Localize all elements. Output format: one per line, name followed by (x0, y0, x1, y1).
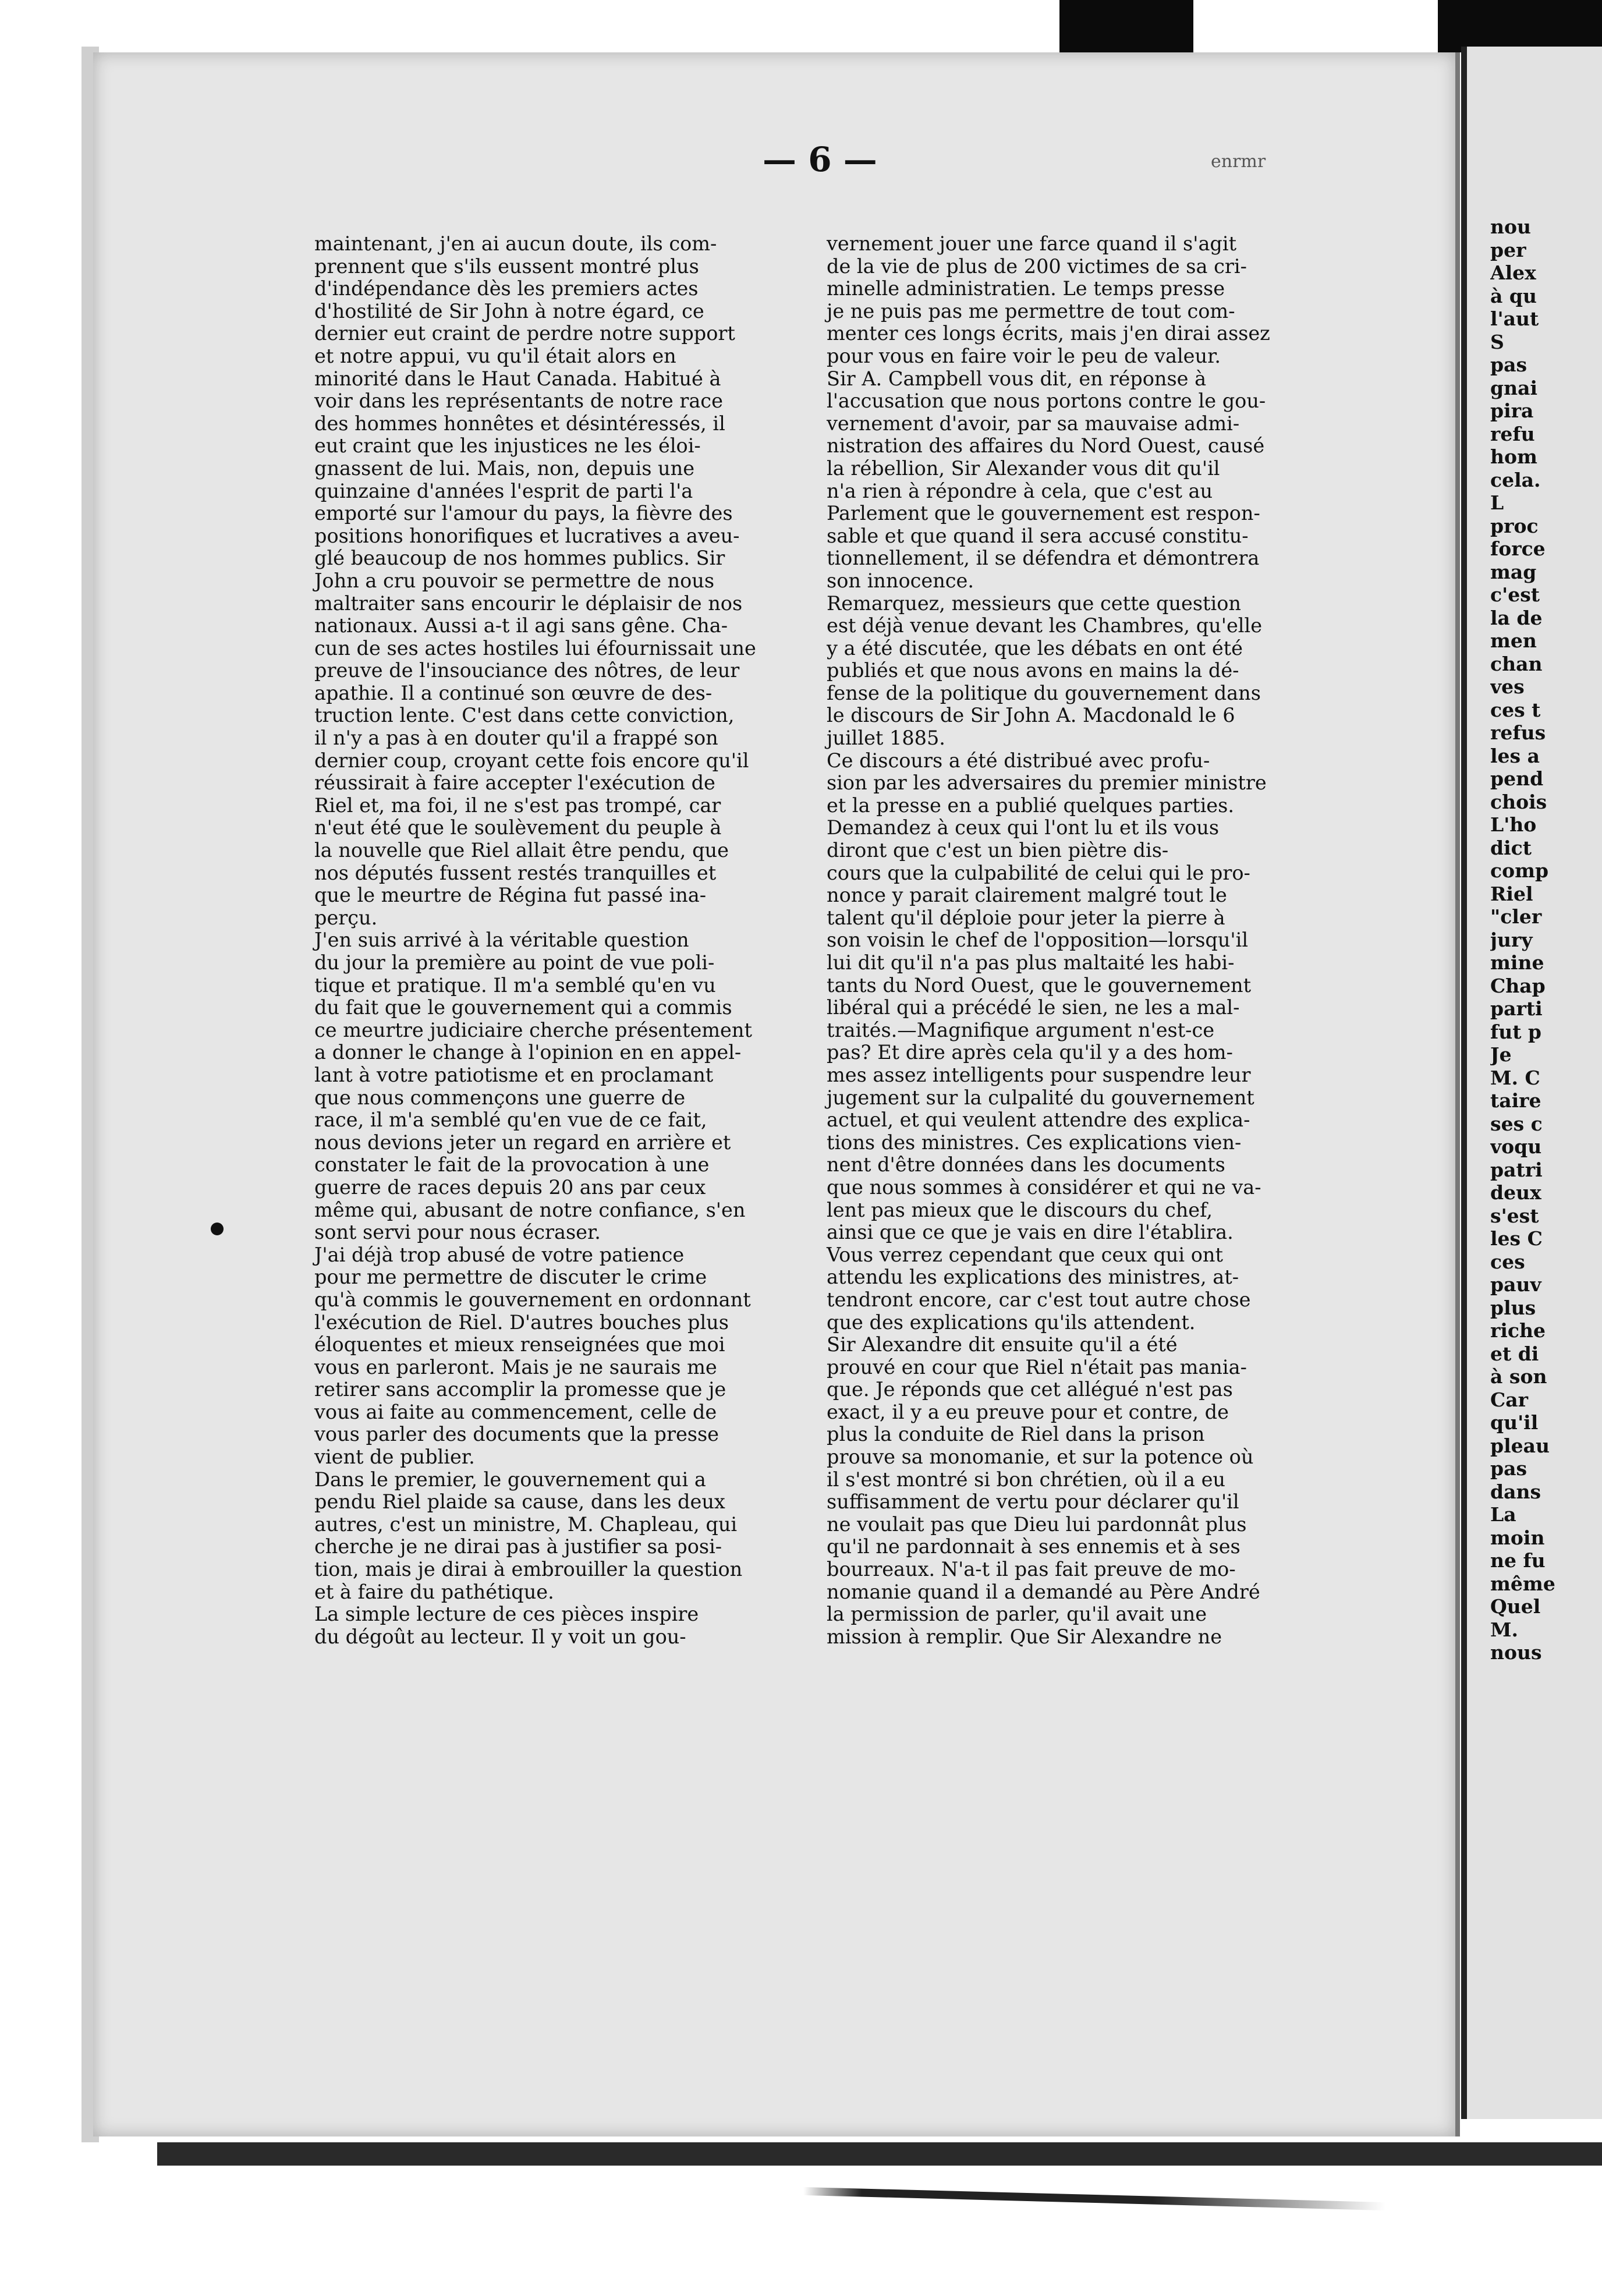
text-line: suffisamment de vertu pour déclarer qu'il (827, 1490, 1239, 1514)
text-line: guerre de races depuis 20 ans par ceux (314, 1175, 706, 1199)
adjacent-fragment: mag (1490, 560, 1537, 583)
header-mark: enrmr (1211, 151, 1266, 172)
text-line: pas? Et dire après cela qu'il y a des hom- (827, 1041, 1233, 1064)
adjacent-fragment: hom (1490, 445, 1537, 468)
text-line: diront que c'est un bien piètre dis- (827, 839, 1169, 862)
text-line: la nouvelle que Riel allait être pendu, que (314, 839, 729, 862)
text-line: minorité dans le Haut Canada. Habitué à (314, 367, 721, 390)
adjacent-fragment: voqu (1490, 1135, 1542, 1158)
text-line: apathie. Il a continué son œuvre de des- (314, 681, 713, 704)
adjacent-fragment: Riel (1490, 882, 1533, 905)
adjacent-fragment: L (1490, 491, 1504, 514)
adjacent-fragment: gnai (1490, 376, 1537, 399)
text-line: Ce discours a été distribué avec profu- (827, 749, 1210, 772)
text-line: talent qu'il déploie pour jeter la pierre à (827, 906, 1225, 929)
adjacent-fragment: nous (1490, 1641, 1542, 1664)
adjacent-fragment: nou (1490, 215, 1531, 238)
adjacent-fragment: moin (1490, 1526, 1545, 1549)
adjacent-fragment: men (1490, 629, 1537, 652)
text-line: que nous commençons une guerre de (314, 1086, 686, 1109)
text-line: sont servi pour nous écraser. (314, 1221, 601, 1244)
text-line: cours que la culpabilité de celui qui le pro- (827, 861, 1250, 884)
adjacent-fragment: taire (1490, 1089, 1541, 1112)
text-line: cun de ses actes hostiles lui éfournissait une (314, 636, 756, 660)
text-line: tendront encore, car c'est tout autre chose (827, 1288, 1251, 1311)
text-line: que des explications qu'ils attendent. (827, 1310, 1196, 1334)
text-line: tions des ministres. Ces explications vien- (827, 1131, 1242, 1154)
adjacent-fragment: Chap (1490, 974, 1546, 997)
text-line: preuve de l'insouciance des nôtres, de leur (314, 659, 740, 682)
text-line: dernier eut craint de perdre notre support (314, 322, 735, 345)
text-line: gnassent de lui. Mais, non, depuis une (314, 456, 695, 480)
text-line: lant à votre patiotisme et en proclamant (314, 1063, 714, 1086)
text-line: tionnellement, il se défendra et démontrera (827, 547, 1260, 570)
left-text-column (314, 233, 838, 1648)
adjacent-fragment: pas (1490, 1457, 1527, 1480)
adjacent-fragment: ces (1490, 1250, 1525, 1273)
text-line: autres, c'est un ministre, M. Chapleau, qui (314, 1512, 738, 1536)
text-line: ne voulait pas que Dieu lui pardonnât plus (827, 1512, 1247, 1536)
page-number: — 6 — (763, 140, 877, 179)
scan-artifact-bottom (157, 2142, 1602, 2166)
text-line: eut craint que les injustices ne les éloi- (314, 434, 701, 458)
adjacent-fragment: Alex (1490, 261, 1536, 284)
adjacent-fragment: à qu (1490, 284, 1537, 307)
text-line: mission à remplir. Que Sir Alexandre ne (827, 1625, 1222, 1648)
adjacent-fragment: Quel (1490, 1595, 1541, 1618)
text-line: qu'il ne pardonnait à ses ennemis et à ses (827, 1535, 1241, 1558)
text-line: constater le fait de la provocation à une (314, 1153, 710, 1177)
text-line: je ne puis pas me permettre de tout com- (827, 299, 1235, 323)
text-line: race, il m'a semblé qu'en vue de ce fait, (314, 1108, 707, 1132)
text-line: retirer sans accomplir la promesse que je (314, 1378, 726, 1401)
adjacent-fragment: s'est (1490, 1204, 1539, 1227)
page-header (687, 140, 1266, 198)
text-line: nomanie quand il a demandé au Père André (827, 1580, 1260, 1603)
scan-artifact-top-right (1438, 0, 1602, 52)
text-line: est déjà venue devant les Chambres, qu'elle (827, 614, 1263, 637)
text-line: tion, mais je dirai à embrouiller la question (314, 1558, 743, 1581)
text-line: jugement sur la culpalité du gouvernement (827, 1086, 1254, 1109)
margin-ink-dot (211, 1223, 224, 1235)
text-line: d'hostilité de Sir John à notre égard, ce (314, 299, 704, 323)
text-line: plus la conduite de Riel dans la prison (827, 1423, 1205, 1446)
text-line: la rébellion, Sir Alexander vous dit qu'il (827, 456, 1220, 480)
text-line: pour me permettre de discuter le crime (314, 1266, 707, 1289)
text-line: que le meurtre de Régina fut passé ina- (314, 884, 707, 907)
text-line: nonce y parait clairement malgré tout le (827, 884, 1227, 907)
text-line: n'eut été que le soulèvement du peuple à (314, 816, 722, 839)
text-line: son innocence. (827, 569, 974, 592)
adjacent-fragment: M. (1490, 1618, 1519, 1641)
text-line: nous devions jeter un regard en arrière et (314, 1131, 731, 1154)
text-line: perçu. (314, 906, 378, 929)
adjacent-fragment: comp (1490, 859, 1549, 882)
scan-artifact-top (1059, 0, 1193, 55)
text-line: pendu Riel plaide sa cause, dans les deux (314, 1490, 725, 1514)
adjacent-fragment: pira (1490, 399, 1534, 422)
text-line: sion par les adversaires du premier ministre (827, 771, 1267, 795)
text-line: fense de la politique du gouvernement dans (827, 681, 1261, 704)
adjacent-fragment: et di (1490, 1342, 1539, 1365)
adjacent-fragment: pas (1490, 353, 1527, 376)
text-line: exact, il y a eu preuve pour et contre, de (827, 1400, 1229, 1423)
text-line: truction lente. C'est dans cette conviction, (314, 704, 735, 727)
adjacent-fragment: l'aut (1490, 307, 1539, 330)
right-text-column (827, 233, 1374, 1648)
text-line: quinzaine d'années l'esprit de parti l'a (314, 479, 693, 502)
text-line: menter ces longs écrits, mais j'en dirai assez (827, 322, 1270, 345)
adjacent-fragment: M. C (1490, 1066, 1540, 1089)
text-line: J'ai déjà trop abusé de votre patience (314, 1243, 685, 1266)
text-line: vous ai faite au commencement, celle de (314, 1400, 717, 1423)
text-line: nationaux. Aussi a-t il agi sans gêne. Cha- (314, 614, 728, 637)
text-line: prennent que s'ils eussent montré plus (314, 254, 699, 278)
adjacent-fragment: c'est (1490, 583, 1540, 606)
text-line: et à faire du pathétique. (314, 1580, 554, 1603)
text-line: Parlement que le gouvernement est respon- (827, 502, 1260, 525)
text-line: prouvé en cour que Riel n'était pas mania- (827, 1355, 1247, 1379)
text-line: Sir Alexandre dit ensuite qu'il a été (827, 1333, 1178, 1356)
adjacent-fragment: refu (1490, 422, 1535, 445)
adjacent-fragment: ves (1490, 675, 1525, 698)
text-line: nent d'être données dans les documents (827, 1153, 1225, 1177)
text-line: juillet 1885. (827, 727, 945, 750)
adjacent-fragment: refus (1490, 721, 1546, 744)
text-line: d'indépendance dès les premiers actes (314, 277, 699, 300)
text-line: lui dit qu'il n'a pas plus maltaité les habi- (827, 951, 1235, 974)
text-line: et la presse en a publié quelques parties. (827, 793, 1234, 817)
adjacent-fragment: deux (1490, 1181, 1541, 1204)
text-line: il s'est montré si bon chrétien, où il a eu (827, 1468, 1225, 1491)
adjacent-fragment: jury (1490, 928, 1533, 951)
text-line: vous parler des documents que la presse (314, 1423, 719, 1446)
text-line: J'en suis arrivé à la véritable question (314, 929, 689, 952)
text-line: actuel, et qui veulent attendre des explica- (827, 1108, 1250, 1132)
adjacent-fragment: ses c (1490, 1112, 1543, 1135)
text-line: ce meurtre judiciaire cherche présentement (314, 1018, 752, 1041)
text-line: bourreaux. N'a-t il pas fait preuve de mo- (827, 1558, 1236, 1581)
text-line: dernier coup, croyant cette fois encore qu'il (314, 749, 749, 772)
text-line: l'accusation que nous portons contre le gou- (827, 389, 1266, 413)
text-line: John a cru pouvoir se permettre de nous (314, 569, 715, 592)
text-line: traités.—Magnifique argument n'est-ce (827, 1018, 1215, 1041)
adjacent-fragment: parti (1490, 997, 1543, 1020)
adjacent-fragment: qu'il (1490, 1411, 1539, 1434)
text-line: maintenant, j'en ai aucun doute, ils com- (314, 232, 717, 255)
text-line: du dégoût au lecteur. Il y voit un gou- (314, 1625, 686, 1648)
text-line: que nous sommes à considérer et qui ne va- (827, 1175, 1261, 1199)
adjacent-fragment: Car (1490, 1388, 1529, 1411)
text-line: vient de publier. (314, 1445, 475, 1469)
adjacent-fragment: pleau (1490, 1434, 1550, 1457)
adjacent-fragment: per (1490, 238, 1526, 261)
adjacent-fragment: même (1490, 1572, 1555, 1595)
text-line: vernement jouer une farce quand il s'agit (827, 232, 1237, 255)
adjacent-fragment: chan (1490, 652, 1543, 675)
text-line: que. Je réponds que cet allégué n'est pas (827, 1378, 1233, 1401)
text-line: minelle administratien. Le temps presse (827, 277, 1225, 300)
adjacent-fragment: les C (1490, 1227, 1543, 1250)
text-line: voir dans les représentants de notre race (314, 389, 723, 413)
adjacent-fragment: dict (1490, 836, 1532, 859)
text-line: lent pas mieux que le discours du chef, (827, 1198, 1213, 1221)
text-line: Riel et, ma foi, il ne s'est pas trompé, car (314, 793, 721, 817)
text-line: ainsi que ce que je vais en dire l'établira. (827, 1221, 1234, 1244)
text-line: de la vie de plus de 200 victimes de sa cri- (827, 254, 1247, 278)
adjacent-fragment: Je (1490, 1043, 1512, 1066)
text-line: glé beaucoup de nos hommes publics. Sir (314, 547, 725, 570)
adjacent-fragment: ne fu (1490, 1549, 1546, 1572)
text-line: emporté sur l'amour du pays, la fièvre des (314, 502, 733, 525)
text-line: prouve sa monomanie, et sur la potence où (827, 1445, 1254, 1469)
text-line: et notre appui, vu qu'il était alors en (314, 344, 676, 367)
text-line: attendu les explications des ministres, at- (827, 1266, 1239, 1289)
adjacent-fragment: cela. (1490, 468, 1541, 491)
text-line: tique et pratique. Il m'a semblé qu'en vu (314, 973, 716, 997)
text-line: vernement d'avoir, par sa mauvaise admi- (827, 412, 1240, 435)
text-line: la permission de parler, qu'il avait une (827, 1603, 1207, 1626)
text-line: nos députés fussent restés tranquilles et (314, 861, 717, 884)
text-line: son voisin le chef de l'opposition—lorsqu'il (827, 929, 1249, 952)
adjacent-fragment: fut p (1490, 1020, 1541, 1043)
text-line: pour vous en faire voir le peu de valeur. (827, 344, 1221, 367)
adjacent-fragment: patri (1490, 1158, 1543, 1181)
text-line: qu'à commis le gouvernement en ordonnant (314, 1288, 751, 1311)
text-line: du fait que le gouvernement qui a commis (314, 996, 732, 1019)
text-line: y a été discutée, que les débats en ont été (827, 636, 1243, 660)
text-line: Vous verrez cependant que ceux qui ont (827, 1243, 1223, 1266)
text-line: vous en parleront. Mais je ne saurais me (314, 1355, 717, 1379)
text-line: l'exécution de Riel. D'autres bouches plus (314, 1310, 729, 1334)
text-line: positions honorifiques et lucratives a aveu- (314, 524, 740, 547)
text-line: maltraiter sans encourir le déplaisir de nos (314, 591, 743, 615)
text-line: des hommes honnêtes et désintéressés, il (314, 412, 725, 435)
adjacent-fragment: S (1490, 330, 1504, 353)
adjacent-fragment: force (1490, 537, 1546, 560)
text-line: publiés et que nous avons en mains la dé- (827, 659, 1239, 682)
text-line: libéral qui a précédé le sien, ne les a mal- (827, 996, 1240, 1019)
adjacent-fragment: La (1490, 1503, 1516, 1526)
text-line: le discours de Sir John A. Macdonald le 6 (827, 704, 1235, 727)
adjacent-fragment: riche (1490, 1319, 1546, 1342)
text-line: tants du Nord Ouest, que le gouvernement (827, 973, 1252, 997)
adjacent-fragment: ces t (1490, 698, 1541, 721)
text-line: cherche je ne dirai pas à justifier sa posi- (314, 1535, 722, 1558)
text-line: Dans le premier, le gouvernement qui a (314, 1468, 706, 1491)
text-line: sable et que quand il sera accusé constitu- (827, 524, 1249, 547)
text-line: même qui, abusant de notre confiance, s'en (314, 1198, 746, 1221)
text-line: mes assez intelligents pour suspendre leur (827, 1063, 1251, 1086)
adjacent-fragment: pend (1490, 767, 1544, 790)
adjacent-fragment: pauv (1490, 1273, 1541, 1296)
text-line: du jour la première au point de vue poli- (314, 951, 715, 974)
adjacent-fragment: plus (1490, 1296, 1536, 1319)
text-line: Remarquez, messieurs que cette question (827, 591, 1241, 615)
adjacent-fragment: proc (1490, 514, 1539, 537)
text-line: éloquentes et mieux renseignées que moi (314, 1333, 725, 1356)
adjacent-fragment: les a (1490, 744, 1540, 767)
text-line: n'a rien à répondre à cela, que c'est au (827, 479, 1213, 502)
adjacent-fragment: la de (1490, 606, 1543, 629)
adjacent-fragment: à son (1490, 1365, 1547, 1388)
adjacent-fragment: chois (1490, 790, 1547, 813)
text-line: il n'y a pas à en douter qu'il a frappé son (314, 727, 718, 750)
text-line: a donner le change à l'opinion en en appel- (314, 1041, 742, 1064)
text-line: nistration des affaires du Nord Ouest, causé (827, 434, 1265, 458)
adjacent-fragment: L'ho (1490, 813, 1537, 836)
text-line: Sir A. Campbell vous dit, en réponse à (827, 367, 1207, 390)
adjacent-page-text (1490, 215, 1602, 1664)
text-line: Demandez à ceux qui l'ont lu et ils vous (827, 816, 1220, 839)
adjacent-fragment: dans (1490, 1480, 1541, 1503)
text-line: La simple lecture de ces pièces inspire (314, 1603, 699, 1626)
adjacent-fragment: "cler (1490, 905, 1542, 928)
text-line: réussirait à faire accepter l'exécution de (314, 771, 715, 795)
adjacent-fragment: mine (1490, 951, 1544, 974)
